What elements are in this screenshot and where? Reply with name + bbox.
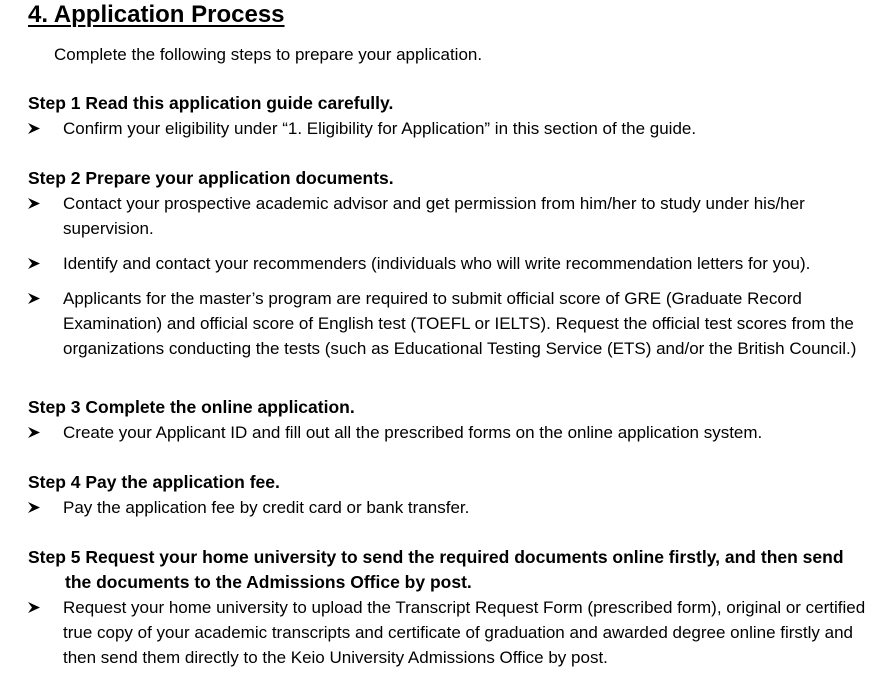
- bullet-list: [28, 420, 888, 445]
- list-item: [28, 595, 888, 670]
- bullet-text: Create your Applicant ID and fill out all the prescribed forms on the online application system.: [63, 423, 763, 442]
- arrowhead-bullet-icon: [28, 495, 42, 520]
- list-item: [28, 495, 888, 520]
- step-heading: Step 3 Complete the online application.: [28, 397, 355, 417]
- step-1: [28, 91, 888, 141]
- step-3: [28, 395, 888, 445]
- bullet-text: Applicants for the master’s program are required to submit official score of GRE (Graduate Record Examination) and official score of English test (TOEFL or IELTS). Request the official test scores from the organizations conducting the tests (such as Educational Testing Service (ETS) and/or the British Council.): [63, 289, 857, 358]
- step-heading-line-1: Step 5 Request your home university to send the required documents online firstly, and then send: [28, 547, 844, 567]
- step-heading: Step 2 Prepare your application documents.: [28, 168, 394, 188]
- list-item: [28, 116, 888, 141]
- section-title: 4. Application Process: [28, 1, 285, 28]
- bullet-list: [28, 191, 888, 361]
- bullet-list: [28, 595, 888, 670]
- step-5: [28, 545, 888, 670]
- step-4: [28, 470, 888, 520]
- arrowhead-bullet-icon: [28, 191, 42, 216]
- bullet-text: Request your home university to upload the Transcript Request Form (prescribed form), original or certified true copy of your academic transcripts and certificate of graduation and awarded degree online firstly and then send them directly to the Keio University Admissions Office by post.: [63, 598, 866, 667]
- bullet-list: [28, 116, 888, 141]
- bullet-text: Contact your prospective academic advisor and get permission from him/her to study under his/her supervision.: [63, 194, 805, 238]
- list-item: [28, 251, 888, 276]
- arrowhead-bullet-icon: [28, 595, 42, 620]
- list-item: [28, 191, 888, 241]
- step-heading: Step 1 Read this application guide carefully.: [28, 93, 394, 113]
- list-item: [28, 420, 888, 445]
- step-2: [28, 166, 888, 361]
- arrowhead-bullet-icon: [28, 251, 42, 276]
- arrowhead-bullet-icon: [28, 116, 42, 141]
- list-item: [28, 286, 888, 361]
- step-heading: [28, 545, 888, 595]
- bullet-text: Identify and contact your recommenders (individuals who will write recommendation letters for you).: [63, 254, 811, 273]
- section-intro: Complete the following steps to prepare your application.: [54, 45, 483, 64]
- step-heading-line-2: the documents to the Admissions Office by post.: [65, 572, 472, 592]
- bullet-text: Pay the application fee by credit card or bank transfer.: [63, 498, 470, 517]
- bullet-text: Confirm your eligibility under “1. Eligibility for Application” in this section of the guide.: [63, 119, 697, 138]
- arrowhead-bullet-icon: [28, 420, 42, 445]
- bullet-list: [28, 495, 888, 520]
- step-heading: Step 4 Pay the application fee.: [28, 472, 280, 492]
- arrowhead-bullet-icon: [28, 286, 42, 311]
